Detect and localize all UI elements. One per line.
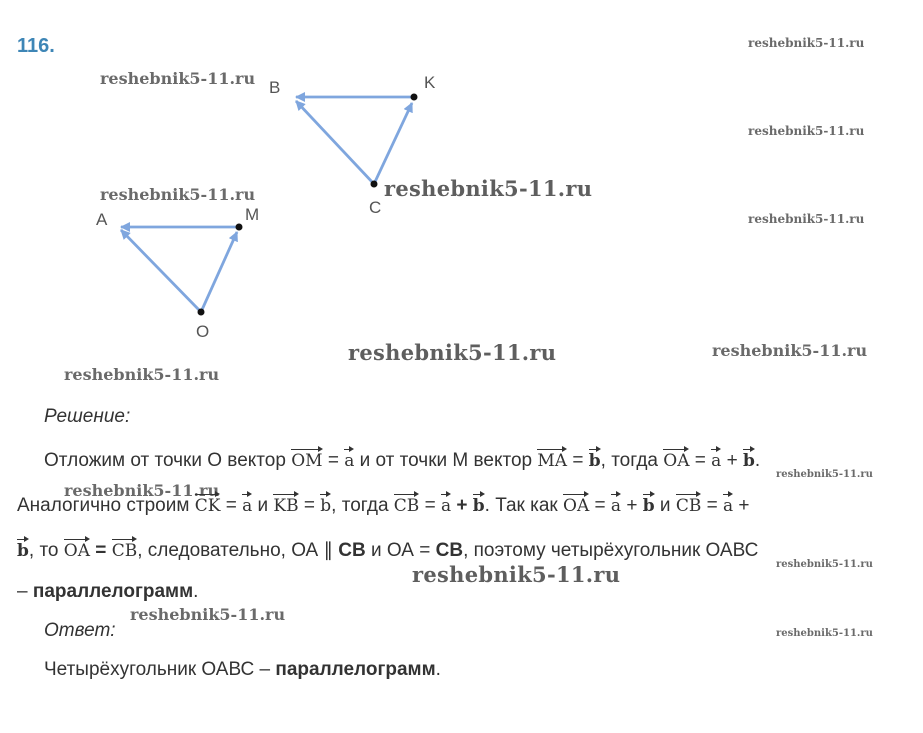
watermark: reshebnik5-11.ru bbox=[748, 124, 865, 138]
vector-cb-notation: CB bbox=[393, 496, 420, 516]
point-label-k: K bbox=[424, 73, 436, 92]
solution-line-1: Отложим от точки О вектор OM = a и от точки М вектор MA = b, тогда OA = a + b. bbox=[44, 450, 761, 471]
point-label-o: O bbox=[196, 322, 210, 341]
watermark: reshebnik5-11.ru bbox=[64, 481, 220, 500]
problem-number: 116. bbox=[17, 35, 55, 57]
solution-line-4: – параллелограмм. bbox=[17, 581, 199, 602]
answer-heading: Ответ: bbox=[44, 620, 116, 641]
point-label-c: C bbox=[369, 198, 382, 217]
vector-oa-notation: OA bbox=[663, 451, 690, 471]
watermark: reshebnik5-11.ru bbox=[776, 559, 873, 570]
watermark: reshebnik5-11.ru bbox=[130, 605, 286, 624]
answer-text: Четырёхугольник ОАВС – параллелограмм. bbox=[44, 659, 441, 680]
vector-cb bbox=[296, 101, 374, 184]
vector-b-notation: b bbox=[588, 451, 601, 471]
vector-ck bbox=[374, 103, 412, 184]
solution-line-3: b, то OA = CB, следовательно, ОА ∥ CB и ОА = CB, поэтому четырёхугольник ОАВС bbox=[17, 540, 759, 561]
watermark: reshebnik5-11.ru bbox=[100, 185, 256, 204]
point-label-m: M bbox=[245, 205, 260, 224]
point-m bbox=[236, 224, 243, 231]
point-c bbox=[371, 181, 378, 188]
vector-kb-notation: KB bbox=[273, 496, 299, 516]
vector-ma-notation: MA bbox=[537, 451, 568, 471]
watermark: reshebnik5-11.ru bbox=[748, 36, 865, 50]
solution-line-2: Аналогично строим CK = a и KB = b, тогда CB = a + b. Так как OA = a + b и CB = a + bbox=[17, 495, 750, 516]
vector-om bbox=[201, 232, 237, 312]
watermark: reshebnik5-11.ru bbox=[412, 562, 621, 587]
point-label-b: B bbox=[269, 78, 281, 97]
watermark: reshebnik5-11.ru bbox=[776, 628, 873, 639]
watermark: reshebnik5-11.ru bbox=[712, 341, 868, 360]
point-label-a: A bbox=[96, 210, 108, 229]
point-k bbox=[411, 94, 418, 101]
vector-ck-notation: CK bbox=[194, 496, 221, 516]
watermark: reshebnik5-11.ru bbox=[384, 176, 593, 201]
watermark: reshebnik5-11.ru bbox=[348, 340, 557, 365]
watermark: reshebnik5-11.ru bbox=[100, 69, 256, 88]
watermark: reshebnik5-11.ru bbox=[748, 212, 865, 226]
vector-a-notation: a bbox=[344, 451, 355, 471]
watermark: reshebnik5-11.ru bbox=[776, 469, 873, 480]
vector-oa bbox=[121, 230, 201, 312]
solution-heading: Решение: bbox=[44, 406, 131, 427]
vector-om-notation: OM bbox=[291, 451, 323, 471]
point-o bbox=[198, 309, 205, 316]
watermark: reshebnik5-11.ru bbox=[64, 365, 220, 384]
